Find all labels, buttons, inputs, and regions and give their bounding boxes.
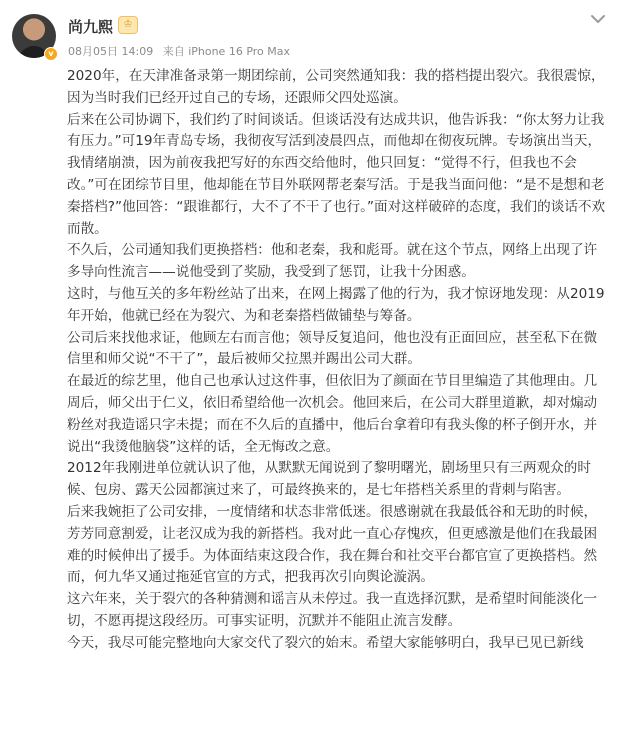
post-source: 来自 iPhone 16 Pro Max bbox=[162, 45, 291, 58]
post-meta bbox=[68, 43, 296, 59]
post-header bbox=[0, 0, 621, 64]
paragraph: 2020年，在天津准备录第一期团综前，公司突然通知我：我的搭档提出裂穴。我很震惊，因为当时我们已经开过自己的专场，还跟师父四处巡演。 bbox=[67, 68, 605, 106]
paragraph: 后来在公司协调下，我们约了时间谈话。但谈话没有达成共识，他告诉我：“你太努力让我有压力。”可19年青岛专场，我彻夜写活到凌晨四点，而他却在彻夜玩牌。专场演出当天，我情绪崩溃，因为前夜我把写好的东西交给他时，他只回复：“觉得不行，但我也不会改。”可在团综节目里，他却能在节目外联网帮老秦写活。于是我当面问他：“是不是想和老秦搭档?”他回答：“跟谁都行，大不了不干了也行。”面对这样破碎的态度，我们的谈话不欢而散。 bbox=[67, 111, 606, 237]
author-name[interactable]: 尚九熙 bbox=[68, 18, 114, 36]
verified-badge-icon: v bbox=[44, 47, 58, 61]
bottom-fade bbox=[0, 723, 621, 745]
paragraph: 今天，我尽可能完整地向大家交代了裂穴的始末。希望大家能够明白，我早已见已新线 bbox=[67, 634, 584, 651]
paragraph: 公司后来找他求证，他顾左右而言他；领导反复追问，他也没有正面回应，甚至私下在微信里和师父说“不干了”，最后被师父拉黑并踢出公司大群。 bbox=[67, 329, 598, 368]
post-date: 08月05日 14:09 bbox=[68, 45, 154, 58]
chevron-down-icon[interactable] bbox=[589, 10, 607, 28]
vip-badge-icon[interactable]: ♔ bbox=[118, 16, 138, 34]
post-body bbox=[67, 66, 609, 655]
paragraph: 在最近的综艺里，他自己也承认过这件事，但依旧为了颜面在节目里编造了其他理由。几周后，师父出于仁义，依旧希望给他一次机会。他回来后，在公司大群里道歉，却对煽动粉丝对我造谣只字未提；而在不久后的直播中，他后台拿着印有我头像的杯子倒开水，并说出“我烫他脑袋”这样的话，全无悔改之意。 bbox=[67, 373, 598, 455]
paragraph: 这六年来，关于裂穴的各种猜测和谣言从未停过。我一直选择沉默，是希望时间能淡化一切，不愿再提这段经历。可事实证明，沉默并不能阻止流言发酵。 bbox=[67, 591, 598, 629]
paragraph: 这时，与他互关的多年粉丝站了出来，在网上揭露了他的行为，我才惊讶地发现：从2019年开始，他就已经在为裂穴、为和老秦搭档做铺垫与筹备。 bbox=[67, 285, 605, 324]
paragraph: 后来我婉拒了公司安排，一度情绪和状态非常低迷。很感谢就在我最低谷和无助的时候，芳芳同意割爱，让老汉成为我的新搭档。我对此一直心存愧疚，但更感激是他们在我最困难的时候伸出了援手。为体面结束这段合作，我在舞台和社交平台都官宣了更换搭档。然而，何九华又通过拖延官宣的方式，把我再次引向舆论漩涡。 bbox=[67, 503, 598, 586]
paragraph: 不久后，公司通知我们更换搭档：他和老秦，我和彪哥。就在这个节点，网络上出现了许多导向性流言——说他受到了奖励，我受到了惩罚，让我十分困惑。 bbox=[67, 242, 598, 281]
paragraph: 2012年我刚进单位就认识了他，从默默无闻说到了黎明曙光，剧场里只有三两观众的时候、包房、露天公园都演过来了，可最终换来的，是七年搭档关系里的背刺与陷害。 bbox=[67, 460, 591, 499]
